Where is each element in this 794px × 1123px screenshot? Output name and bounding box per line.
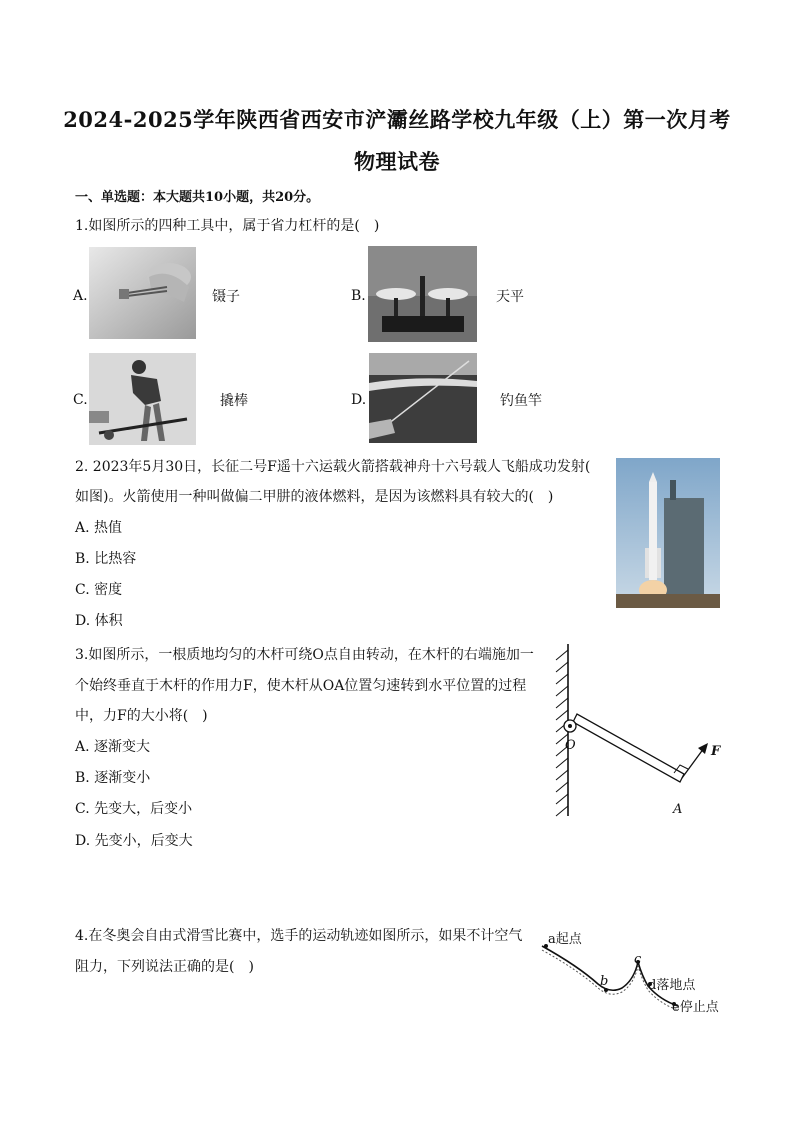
- q2-option-d: D. 体积: [75, 613, 123, 629]
- q3-stem-line1: 3.如图所示，一根质地均匀的木杆可绕O点自由转动，在木杆的右端施加一: [75, 647, 534, 663]
- label-e-stop: e停止点: [672, 1000, 719, 1015]
- q1-option-b-caption: 天平: [496, 289, 524, 305]
- q2-stem-line1: 2. 2023年5月30日，长征二号F遥十六运载火箭搭载神舟十六号载人飞船成功发射(: [75, 459, 591, 475]
- q1-stem: 1.如图所示的四种工具中，属于省力杠杆的是( ): [75, 218, 380, 234]
- q3-option-a: A. 逐渐变大: [75, 739, 151, 755]
- balance-scale-image: [368, 246, 477, 342]
- fishing-rod-image: [369, 353, 477, 443]
- q1-option-b-letter: B.: [351, 288, 366, 304]
- q3-option-d: D. 先变小，后变大: [75, 833, 193, 849]
- paper-title-line2: 物理试卷: [354, 149, 440, 174]
- rocket-launch-image: [616, 458, 720, 608]
- label-b: b: [600, 974, 609, 989]
- q1-option-c-caption: 撬棒: [220, 393, 248, 409]
- crowbar-image: [89, 353, 196, 445]
- q1-option-a-caption: 镊子: [212, 289, 240, 305]
- tweezers-image: [89, 247, 196, 339]
- q1-option-d-letter: D.: [351, 392, 367, 408]
- q2-option-c: C. 密度: [75, 582, 123, 598]
- q2-stem-line2: 如图)。火箭使用一种叫做偏二甲肼的液体燃料，是因为该燃料具有较大的( ): [75, 489, 554, 505]
- section-header: 一、单选题：本大题共10小题，共20分。: [75, 190, 320, 205]
- q3-option-c: C. 先变大，后变小: [75, 801, 193, 817]
- q3-stem-line2: 个始终垂直于木杆的作用力F，使木杆从OA位置匀速转到水平位置的过程: [75, 678, 527, 694]
- q1-option-d-caption: 钓鱼竿: [500, 393, 542, 409]
- q4-stem-line2: 阻力，下列说法正确的是( ): [75, 959, 254, 975]
- ski-trajectory-diagram: [538, 926, 728, 1020]
- q1-option-c-letter: C.: [73, 392, 88, 408]
- lever-diagram: [540, 640, 730, 820]
- q1-option-a-letter: A.: [73, 288, 88, 304]
- label-d-landing: d落地点: [648, 978, 696, 993]
- label-a: A: [673, 802, 683, 817]
- q3-option-b: B. 逐渐变小: [75, 770, 151, 786]
- paper-title-line1: 2024-2025学年陕西省西安市浐灞丝路学校九年级（上）第一次月考: [63, 107, 731, 132]
- q4-stem-line1: 4.在冬奥会自由式滑雪比赛中，选手的运动轨迹如图所示，如果不计空气: [75, 928, 523, 944]
- label-o: O: [565, 738, 576, 753]
- label-c: c: [634, 952, 642, 967]
- q2-option-b: B. 比热容: [75, 551, 137, 567]
- q3-stem-line3: 中，力F的大小将( ): [75, 708, 208, 724]
- label-f: F: [711, 744, 721, 759]
- label-a-start: a起点: [548, 932, 582, 947]
- q2-option-a: A. 热值: [75, 520, 123, 536]
